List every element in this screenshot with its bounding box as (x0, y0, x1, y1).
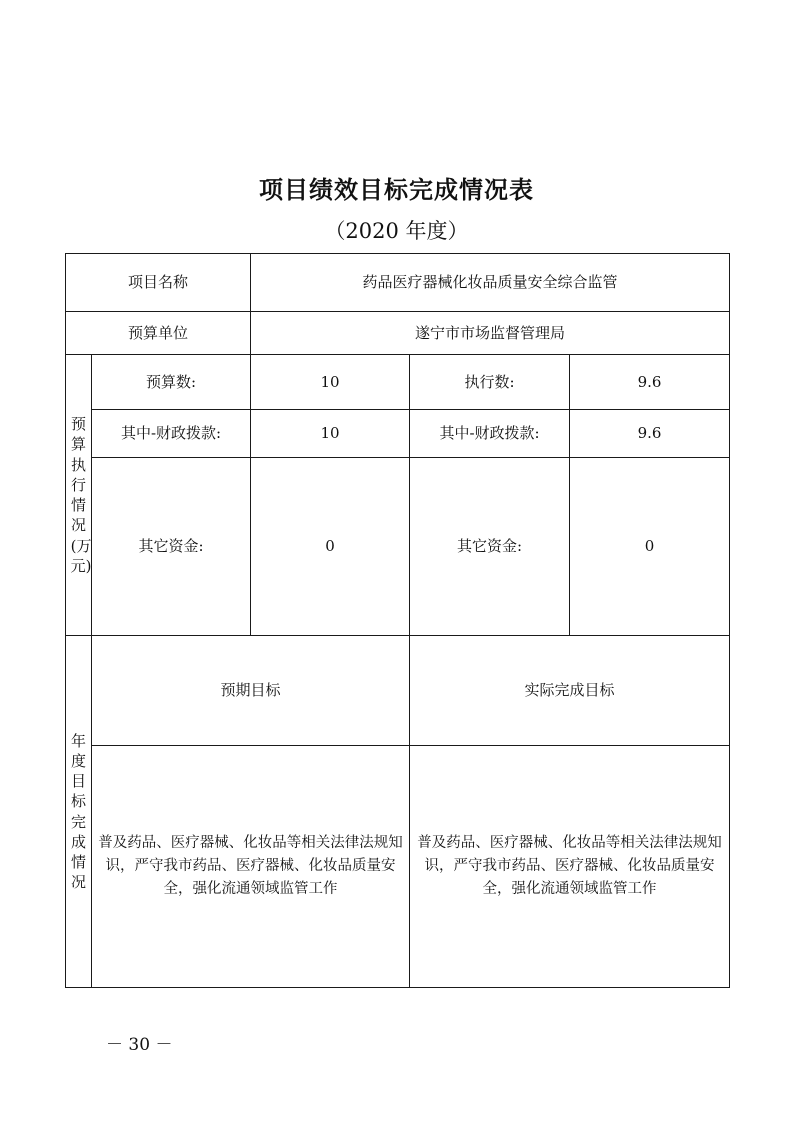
goals-section-label-text: 年度目标完成情况 (70, 731, 86, 892)
other-budget-label: 其它资金: (92, 458, 251, 636)
goals-header-row (66, 636, 730, 746)
fiscal-allocation-row (66, 410, 730, 458)
fiscal-budget-label: 其中-财政拨款: (92, 410, 251, 458)
planned-goal-text: 普及药品、医疗器械、化妆品等相关法律法规知识，严守我市药品、医疗器械、化妆品质量安全，强化流通领域监管工作 (92, 746, 410, 988)
page-number: － 30 － (106, 1035, 173, 1055)
other-executed-value: 0 (570, 458, 730, 636)
actual-goal-header: 实际完成目标 (410, 636, 730, 746)
executed-label: 执行数: (410, 355, 570, 410)
budget-value: 10 (251, 355, 410, 410)
budget-label: 预算数: (92, 355, 251, 410)
budget-unit-label: 预算单位 (66, 312, 251, 355)
planned-goal-header: 预期目标 (92, 636, 410, 746)
other-funds-row (66, 458, 730, 636)
fiscal-budget-value: 10 (251, 410, 410, 458)
performance-table (65, 253, 730, 988)
actual-goal-text: 普及药品、医疗器械、化妆品等相关法律法规知识，严守我市药品、医疗器械、化妆品质量安全，强化流通领域监管工作 (410, 746, 730, 988)
budget-section-label-text: 预算执行情况(万元) (70, 415, 92, 575)
budget-unit-value: 遂宁市市场监督管理局 (251, 312, 730, 355)
fiscal-year-subtitle: （2020 年度） (324, 219, 469, 243)
executed-value: 9.6 (570, 355, 730, 410)
project-name-row (66, 254, 730, 312)
budget-total-row (66, 355, 730, 410)
other-executed-label: 其它资金: (410, 458, 570, 636)
fiscal-executed-value: 9.6 (570, 410, 730, 458)
budget-unit-row (66, 312, 730, 355)
budget-section-label (66, 355, 92, 636)
project-name-value: 药品医疗器械化妆品质量安全综合监管 (251, 254, 730, 312)
other-budget-value: 0 (251, 458, 410, 636)
goals-section-label (66, 636, 92, 988)
project-name-label: 项目名称 (66, 254, 251, 312)
goals-content-row (66, 746, 730, 988)
fiscal-executed-label: 其中-财政拨款: (410, 410, 570, 458)
page-title: 项目绩效目标完成情况表 (259, 176, 534, 204)
